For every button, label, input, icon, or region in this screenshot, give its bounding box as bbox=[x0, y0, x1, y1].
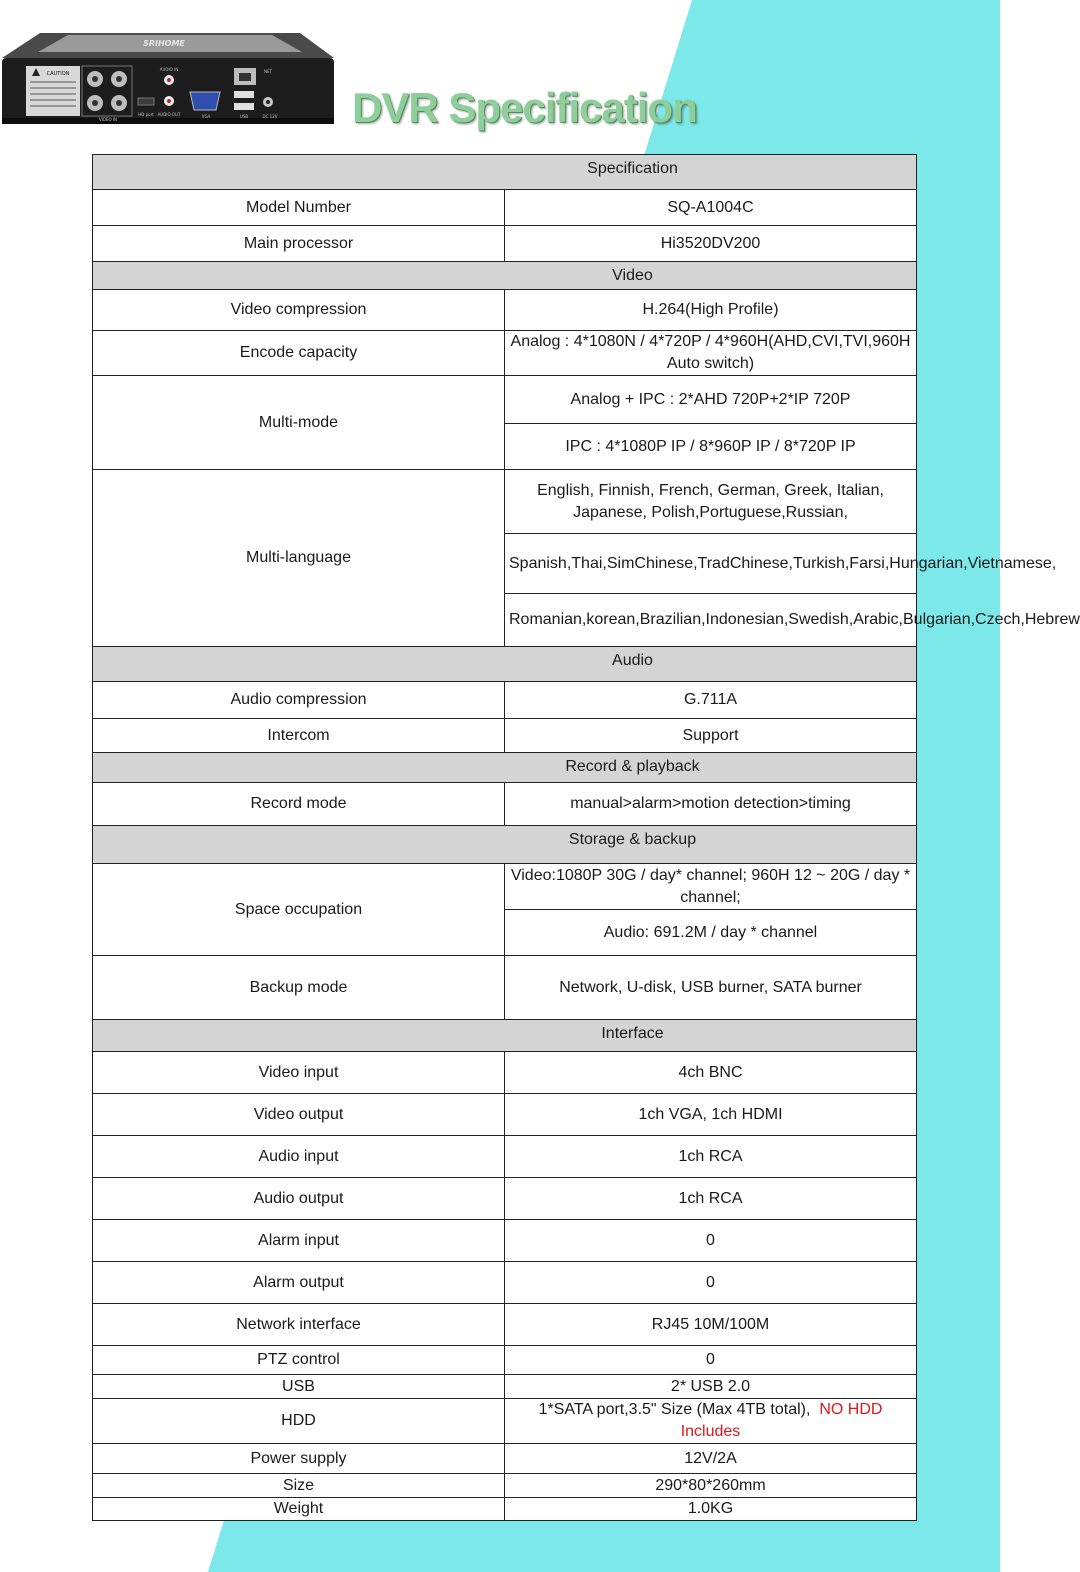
row-label-alarm-input: Alarm input bbox=[93, 1220, 505, 1262]
row-label-video-input: Video input bbox=[93, 1052, 505, 1094]
audio-out-label: AUDIO OUT bbox=[157, 112, 181, 117]
row-value-size: 290*80*260mm bbox=[505, 1474, 917, 1498]
row-label-size: Size bbox=[93, 1474, 505, 1498]
row-value-video-output: 1ch VGA, 1ch HDMI bbox=[505, 1094, 917, 1136]
brand-logo: SRIHOME bbox=[143, 39, 185, 48]
row-label-audio-input: Audio input bbox=[93, 1136, 505, 1178]
row-label-backup: Backup mode bbox=[93, 956, 505, 1020]
row-label-processor: Main processor bbox=[93, 226, 505, 262]
row-value-model: SQ-A1004C bbox=[505, 190, 917, 226]
row-label-space: Space occupation bbox=[93, 864, 505, 956]
section-record: Record & playback bbox=[93, 753, 917, 783]
row-value-multimode-2: IPC : 4*1080P IP / 8*960P IP / 8*720P IP bbox=[505, 424, 917, 470]
row-label-usb: USB bbox=[93, 1375, 505, 1399]
hdd-spec-text: 1*SATA port,3.5" Size (Max 4TB total), bbox=[538, 1401, 811, 1418]
row-value-multilang-3: Romanian,korean,Brazilian,Indonesian,Swedish,Arabic,Bulgarian,Czech,Hebrew bbox=[505, 594, 917, 647]
row-label-alarm-output: Alarm output bbox=[93, 1262, 505, 1304]
row-value-multimode-1: Analog + IPC : 2*AHD 720P+2*IP 720P bbox=[505, 376, 917, 424]
section-audio: Audio bbox=[93, 647, 917, 682]
vga-label: VGA bbox=[201, 114, 211, 119]
row-label-encode: Encode capacity bbox=[93, 331, 505, 376]
row-label-multilang: Multi-language bbox=[93, 470, 505, 647]
row-value-video-input: 4ch BNC bbox=[505, 1052, 917, 1094]
video-in-label: VIDEO IN bbox=[98, 117, 118, 122]
row-value-processor: Hi3520DV200 bbox=[505, 226, 917, 262]
row-label-record-mode: Record mode bbox=[93, 783, 505, 826]
row-value-weight: 1.0KG bbox=[505, 1498, 917, 1521]
row-value-multilang-2: Spanish,Thai,SimChinese,TradChinese,Turkish,Farsi,Hungarian,Vietnamese, bbox=[505, 534, 917, 594]
dc-label: DC 12V bbox=[262, 114, 278, 119]
row-value-audio-input: 1ch RCA bbox=[505, 1136, 917, 1178]
row-label-model: Model Number bbox=[93, 190, 505, 226]
row-value-intercom: Support bbox=[505, 719, 917, 753]
row-value-video-compression: H.264(High Profile) bbox=[505, 290, 917, 331]
row-label-weight: Weight bbox=[93, 1498, 505, 1521]
row-value-alarm-input: 0 bbox=[505, 1220, 917, 1262]
page-title: DVR Specification bbox=[352, 84, 697, 131]
row-value-alarm-output: 0 bbox=[505, 1262, 917, 1304]
row-label-network: Network interface bbox=[93, 1304, 505, 1346]
row-value-space-2: Audio: 691.2M / day * channel bbox=[505, 910, 917, 956]
caution-label: CAUTION bbox=[46, 71, 70, 77]
row-value-ptz: 0 bbox=[505, 1346, 917, 1375]
row-value-audio-compression: G.711A bbox=[505, 682, 917, 719]
hd-port-label: HD port bbox=[138, 112, 154, 117]
row-label-audio-compression: Audio compression bbox=[93, 682, 505, 719]
audio-in-label: AUDIO IN bbox=[159, 67, 179, 72]
row-value-record-mode: manual>alarm>motion detection>timing bbox=[505, 783, 917, 826]
row-value-backup: Network, U-disk, USB burner, SATA burner bbox=[505, 956, 917, 1020]
row-label-hdd: HDD bbox=[93, 1399, 505, 1444]
row-label-multimode: Multi-mode bbox=[93, 376, 505, 470]
row-label-power: Power supply bbox=[93, 1444, 505, 1474]
dvr-product-image bbox=[2, 28, 334, 128]
row-value-multilang-1: English, Finnish, French, German, Greek, Italian, Japanese, Polish,Portuguese,Russian, bbox=[505, 470, 917, 534]
row-label-ptz: PTZ control bbox=[93, 1346, 505, 1375]
section-storage: Storage & backup bbox=[93, 826, 917, 864]
no-hdd-note: NO HDD Includes bbox=[680, 1401, 883, 1440]
usb-label: USB bbox=[239, 114, 249, 119]
section-video: Video bbox=[93, 262, 917, 290]
spec-table bbox=[92, 154, 1080, 1521]
row-label-audio-output: Audio output bbox=[93, 1178, 505, 1220]
row-label-video-compression: Video compression bbox=[93, 290, 505, 331]
row-value-audio-output: 1ch RCA bbox=[505, 1178, 917, 1220]
row-label-video-output: Video output bbox=[93, 1094, 505, 1136]
row-value-network: RJ45 10M/100M bbox=[505, 1304, 917, 1346]
row-value-hdd bbox=[505, 1399, 917, 1444]
row-label-intercom: Intercom bbox=[93, 719, 505, 753]
row-value-usb: 2* USB 2.0 bbox=[505, 1375, 917, 1399]
section-interface: Interface bbox=[93, 1020, 917, 1052]
row-value-encode: Analog : 4*1080N / 4*720P / 4*960H(AHD,CVI,TVI,960H Auto switch) bbox=[505, 331, 917, 376]
row-value-space-1: Video:1080P 30G / day* channel; 960H 12 ~ 20G / day * channel; bbox=[505, 864, 917, 910]
net-label: NET bbox=[264, 69, 272, 74]
section-specification: Specification bbox=[93, 155, 917, 190]
row-value-power: 12V/2A bbox=[505, 1444, 917, 1474]
